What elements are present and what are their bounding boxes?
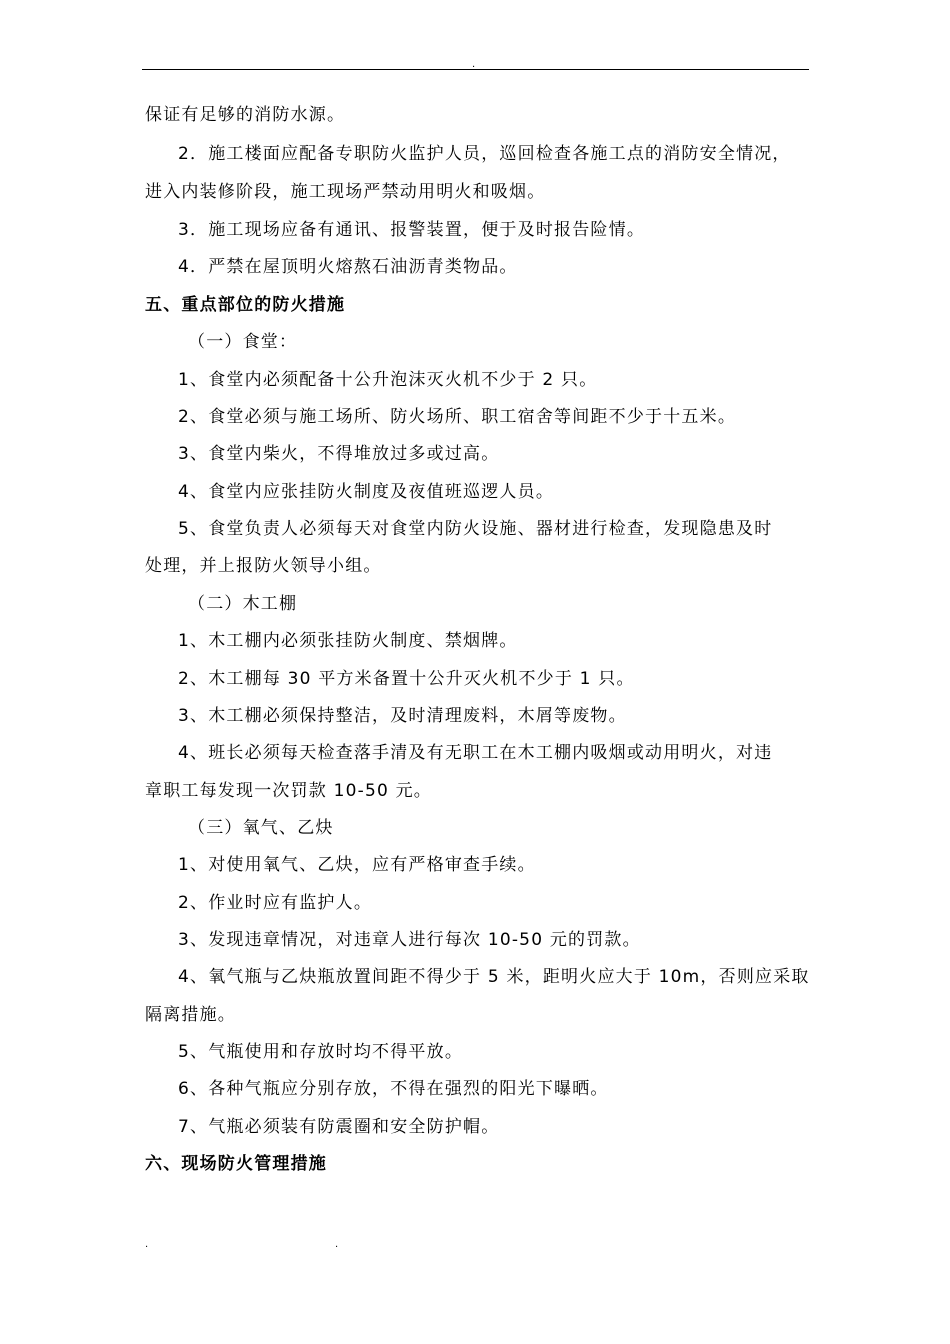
text-line: 6、各种气瓶应分别存放，不得在强烈的阳光下曝晒。 bbox=[178, 1079, 609, 1099]
header-dot: . bbox=[472, 59, 476, 70]
text-line: 5、气瓶使用和存放时均不得平放。 bbox=[178, 1042, 464, 1062]
text-line: 4．严禁在屋顶明火熔熬石油沥青类物品。 bbox=[178, 257, 518, 277]
text-line: 3、木工棚必须保持整洁，及时清理废料，木屑等废物。 bbox=[178, 706, 627, 726]
text-line: 4、食堂内应张挂防火制度及夜值班巡逻人员。 bbox=[178, 482, 555, 502]
footer-dot-left: . bbox=[145, 1239, 149, 1250]
text-line: 1、对使用氧气、乙炔，应有严格审查手续。 bbox=[178, 855, 536, 875]
text-line: 保证有足够的消防水源。 bbox=[145, 105, 346, 125]
text-line: 2、木工棚每 30 平方米备置十公升灭火机不少于 1 只。 bbox=[178, 669, 635, 689]
subsection-heading: （一）食堂： bbox=[188, 332, 298, 352]
text-line: 4、班长必须每天检查落手清及有无职工在木工棚内吸烟或动用明火，对违 bbox=[178, 743, 773, 763]
footer-dot-right: . bbox=[335, 1239, 339, 1250]
text-line: 隔离措施。 bbox=[145, 1005, 236, 1025]
section-heading: 五、重点部位的防火措施 bbox=[145, 295, 346, 315]
text-line: 7、气瓶必须装有防震圈和安全防护帽。 bbox=[178, 1117, 500, 1137]
text-line: 4、氧气瓶与乙炔瓶放置间距不得少于 5 米，距明火应大于 10m，否则应采取 bbox=[178, 967, 810, 987]
text-line: 2．施工楼面应配备专职防火监护人员，巡回检查各施工点的消防安全情况， bbox=[178, 144, 791, 164]
text-line: 处理，并上报防火领导小组。 bbox=[145, 556, 382, 576]
text-line: 3、食堂内柴火，不得堆放过多或过高。 bbox=[178, 444, 500, 464]
text-line: 2、作业时应有监护人。 bbox=[178, 893, 373, 913]
text-line: 2、食堂必须与施工场所、防火场所、职工宿舍等间距不少于十五米。 bbox=[178, 407, 737, 427]
header-rule bbox=[142, 69, 809, 70]
text-line: 5、食堂负责人必须每天对食堂内防火设施、器材进行检查，发现隐患及时 bbox=[178, 519, 773, 539]
section-heading: 六、现场防火管理措施 bbox=[145, 1154, 327, 1174]
text-line: 章职工每发现一次罚款 10-50 元。 bbox=[145, 781, 433, 801]
text-line: 3．施工现场应备有通讯、报警装置，便于及时报告险情。 bbox=[178, 220, 646, 240]
text-line: 1、食堂内必须配备十公升泡沫灭火机不少于 2 只。 bbox=[178, 370, 598, 390]
text-line: 进入内装修阶段，施工现场严禁动用明火和吸烟。 bbox=[145, 182, 546, 202]
subsection-heading: （二）木工棚 bbox=[188, 594, 298, 614]
subsection-heading: （三）氧气、乙炔 bbox=[188, 818, 334, 838]
text-line: 1、木工棚内必须张挂防火制度、禁烟牌。 bbox=[178, 631, 518, 651]
text-line: 3、发现违章情况，对违章人进行每次 10-50 元的罚款。 bbox=[178, 930, 641, 950]
